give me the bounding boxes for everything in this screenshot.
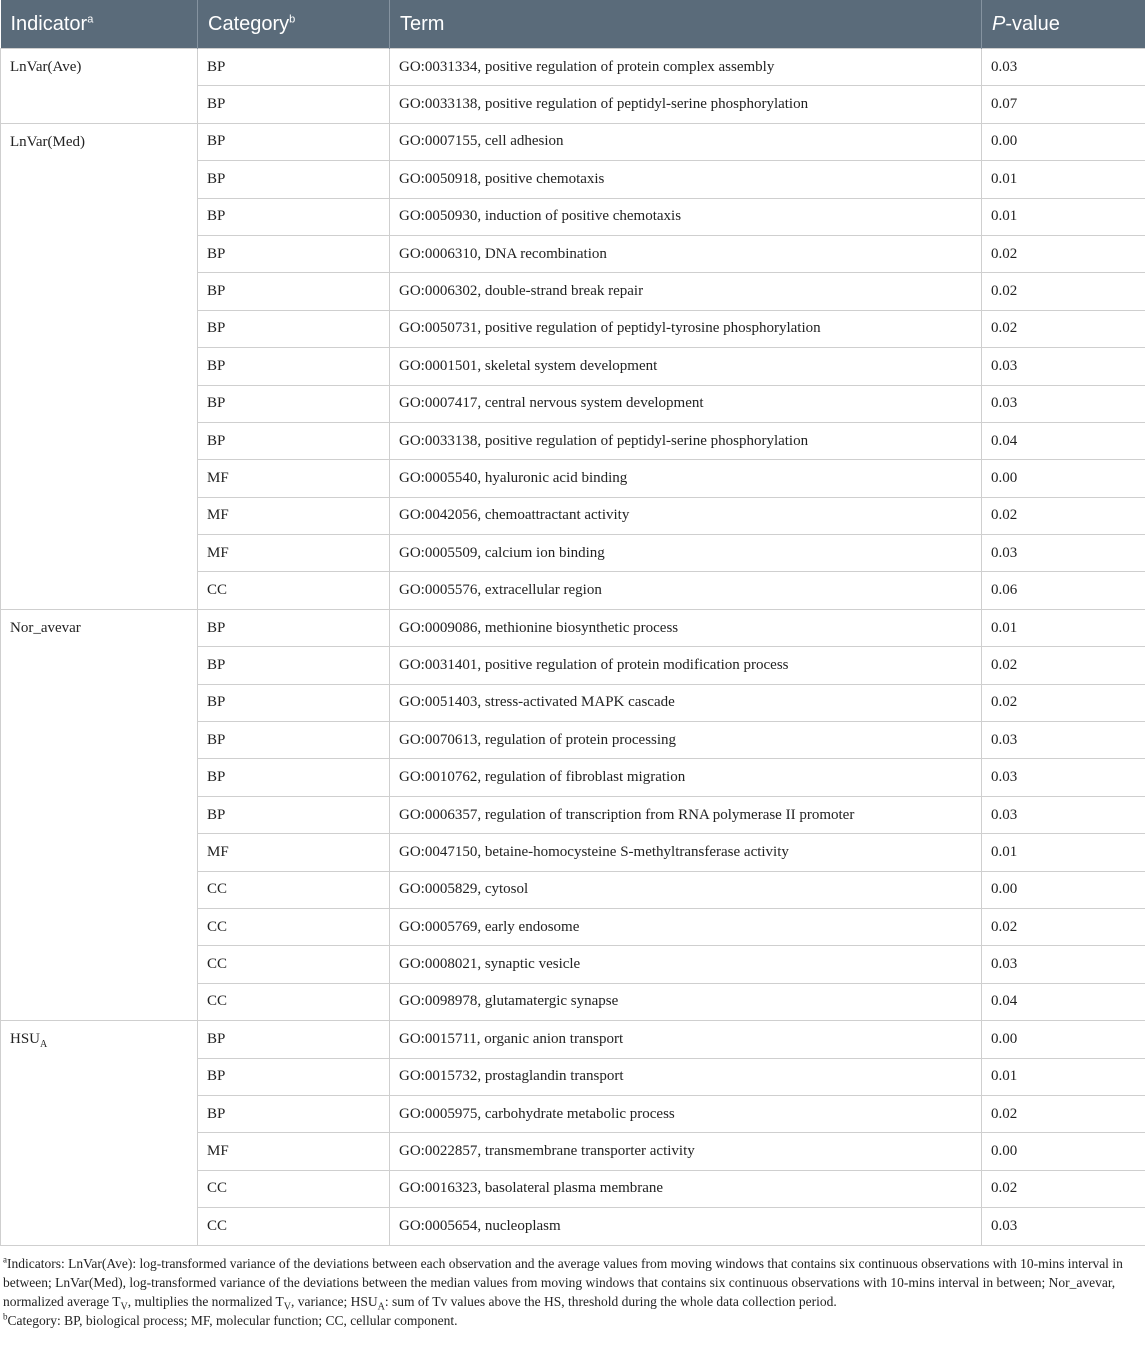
term-cell: GO:0008021, synaptic vesicle [390,946,982,983]
pvalue-cell: 0.03 [982,385,1145,422]
term-cell: GO:0033138, positive regulation of peptidyl-serine phosphorylation [390,86,982,123]
term-cell: GO:0070613, regulation of protein processing [390,722,982,759]
category-cell: BP [198,86,390,123]
category-cell: BP [198,310,390,347]
category-cell: BP [198,49,390,86]
pvalue-cell: 0.02 [982,1170,1145,1207]
pvalue-cell: 0.00 [982,1133,1145,1170]
category-cell: BP [198,422,390,459]
pvalue-cell: 0.03 [982,535,1145,572]
category-cell: BP [198,198,390,235]
pvalue-cell: 0.02 [982,235,1145,272]
category-cell: BP [198,1058,390,1095]
category-cell: BP [198,385,390,422]
term-cell: GO:0005540, hyaluronic acid binding [390,460,982,497]
pvalue-cell: 0.06 [982,572,1145,609]
term-cell: GO:0010762, regulation of fibroblast migration [390,759,982,796]
category-cell: BP [198,684,390,721]
header-pvalue: P-value [982,0,1145,49]
pvalue-cell: 0.02 [982,310,1145,347]
pvalue-cell: 0.00 [982,871,1145,908]
category-cell: MF [198,497,390,534]
category-cell: BP [198,722,390,759]
indicator-subscript: A [40,1039,48,1051]
term-cell: GO:0050731, positive regulation of peptidyl-tyrosine phosphorylation [390,310,982,347]
pvalue-cell: 0.01 [982,609,1145,646]
category-cell: CC [198,946,390,983]
footnote-b: $^b$Category: BP, biological process; MF, molecular function; CC, cellular component. [3,1311,458,1328]
term-cell: GO:0006310, DNA recombination [390,235,982,272]
category-cell: BP [198,647,390,684]
table-row [1,1021,1145,1058]
category-cell: BP [198,609,390,646]
term-cell: GO:0033138, positive regulation of peptidyl-serine phosphorylation [390,422,982,459]
category-cell: BP [198,348,390,385]
table-row [1,123,1145,160]
pvalue-cell: 0.01 [982,834,1145,871]
pvalue-cell: 0.04 [982,422,1145,459]
category-cell: BP [198,796,390,833]
term-cell: GO:0047150, betaine-homocysteine S-methyltransferase activity [390,834,982,871]
indicator-cell [1,123,198,609]
term-cell: GO:0031334, positive regulation of protein complex assembly [390,49,982,86]
table-body [1,49,1145,1246]
pvalue-cell: 0.01 [982,198,1145,235]
term-cell: GO:0009086, methionine biosynthetic process [390,609,982,646]
pvalue-cell: 0.03 [982,796,1145,833]
pvalue-cell: 0.07 [982,86,1145,123]
header-term: Term [390,0,982,49]
term-cell: GO:0006302, double-strand break repair [390,273,982,310]
indicator-cell [1,609,198,1020]
pvalue-cell: 0.04 [982,983,1145,1020]
category-cell: BP [198,1021,390,1058]
term-cell: GO:0007155, cell adhesion [390,123,982,160]
category-cell: MF [198,460,390,497]
category-cell: BP [198,759,390,796]
table-row [1,49,1145,86]
pvalue-cell: 0.03 [982,49,1145,86]
pvalue-cell: 0.03 [982,1208,1145,1245]
term-cell: GO:0022857, transmembrane transporter activity [390,1133,982,1170]
term-cell: GO:0050918, positive chemotaxis [390,161,982,198]
table-header [1,0,1145,49]
category-cell: CC [198,908,390,945]
category-cell: MF [198,1133,390,1170]
indicator-cell [1,49,198,124]
category-cell: CC [198,1170,390,1207]
pvalue-cell: 0.03 [982,759,1145,796]
table-row [1,609,1145,646]
pvalue-cell: 0.02 [982,1095,1145,1132]
pvalue-cell: 0.03 [982,348,1145,385]
term-cell: GO:0005654, nucleoplasm [390,1208,982,1245]
term-cell: GO:0015711, organic anion transport [390,1021,982,1058]
pvalue-cell: 0.00 [982,1021,1145,1058]
indicator-label: Nor_avevar [10,619,81,636]
category-cell: CC [198,572,390,609]
term-cell: GO:0031401, positive regulation of protein modification process [390,647,982,684]
term-cell: GO:0006357, regulation of transcription from RNA polymerase II promoter [390,796,982,833]
category-cell: BP [198,235,390,272]
category-cell: BP [198,273,390,310]
indicator-label: LnVar(Med) [10,133,85,150]
pvalue-cell: 0.00 [982,123,1145,160]
term-cell: GO:0050930, induction of positive chemotaxis [390,198,982,235]
header-row [1,0,1145,49]
pvalue-cell: 0.02 [982,684,1145,721]
term-cell: GO:0005975, carbohydrate metabolic process [390,1095,982,1132]
term-cell: GO:0051403, stress-activated MAPK cascade [390,684,982,721]
pvalue-cell: 0.01 [982,1058,1145,1095]
term-cell: GO:0005509, calcium ion binding [390,535,982,572]
term-cell: GO:0098978, glutamatergic synapse [390,983,982,1020]
term-cell: GO:0005829, cytosol [390,871,982,908]
pvalue-cell: 0.03 [982,946,1145,983]
pvalue-cell: 0.02 [982,908,1145,945]
category-cell: CC [198,1208,390,1245]
header-category: Category$^b$ [198,0,390,49]
category-cell: CC [198,983,390,1020]
pvalue-cell: 0.03 [982,722,1145,759]
category-cell: BP [198,161,390,198]
category-cell: MF [198,535,390,572]
term-cell: GO:0042056, chemoattractant activity [390,497,982,534]
pvalue-cell: 0.01 [982,161,1145,198]
footnote-a: $^a$Indicators: LnVar(Ave): log-transformed variance of the deviations between each observation and the average values from moving windows that contains six continuous observations with 10-mins interval in between; LnVar(Med), log-transformed variance of the deviations between the median values from moving windows that contains six continuous observations with 10-mins interval in between; Nor_avevar, normalized average $T_V$, multiplies the normalized $T_V$, variance; $HSU_A$: sum of Tv values above the HS, threshold during the whole data collection period. [3,1254,1123,1313]
pvalue-cell: 0.00 [982,460,1145,497]
pvalue-cell: 0.02 [982,497,1145,534]
term-cell: GO:0005769, early endosome [390,908,982,945]
header-indicator: Indicator$^a$ [1,0,198,49]
indicator-label: HSU [10,1031,41,1048]
indicator-cell [1,1021,198,1245]
category-cell: CC [198,871,390,908]
table-footnotes [0,1246,1145,1330]
term-cell: GO:0015732, prostaglandin transport [390,1058,982,1095]
term-cell: GO:0016323, basolateral plasma membrane [390,1170,982,1207]
indicator-label: LnVar(Ave) [10,59,82,75]
pvalue-cell: 0.02 [982,647,1145,684]
category-cell: BP [198,123,390,160]
term-cell: GO:0001501, skeletal system development [390,348,982,385]
category-cell: MF [198,834,390,871]
term-cell: GO:0007417, central nervous system development [390,385,982,422]
term-cell: GO:0005576, extracellular region [390,572,982,609]
category-cell: BP [198,1095,390,1132]
pvalue-cell: 0.02 [982,273,1145,310]
